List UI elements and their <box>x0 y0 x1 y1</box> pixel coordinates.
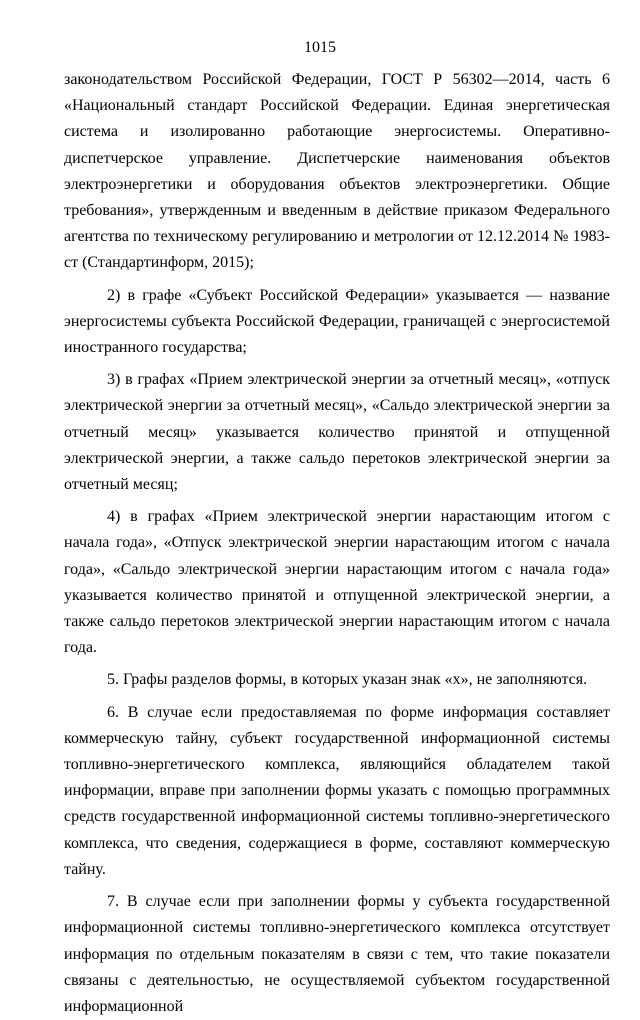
paragraph-6: 6. В случае если предоставляемая по форме информация составляет коммерческую тайну, субъект государственной информационной системы топливно-энергетического комплекса, являющийся обладателем такой информации, вправе при заполнении формы указать с помощью программных средств государственной информационной системы топливно-энергетического комплекса, что сведения, содержащиеся в форме, составляют коммерческую тайну. <box>64 703 610 878</box>
page-number: 1015 <box>304 39 336 56</box>
paragraph-item-2: 2) в графе «Субъект Российской Федерации» указывается — название энергосистемы субъекта Российской Федерации, граничащей с энергосистемой иностранного государства; <box>64 286 610 357</box>
paragraph-item-3: 3) в графах «Прием электрической энергии за отчетный месяц», «отпуск электрической энергии за отчетный месяц», «Сальдо электрической энергии за отчетный месяц» указывается количество принятой и отпущенной электрической энергии, а также сальдо перетоков электрической энергии за отчетный месяц; <box>64 371 610 494</box>
paragraph-item-4: 4) в графах «Прием электрической энергии нарастающим итогом с начала года», «Отпуск электрической энергии нарастающим итогом с начала года», «Сальдо электрической энергии нарастающим итогом с начала года» указывается количество принятой и отпущенной электрической энергии, а также сальдо перетоков электрической энергии нарастающим итогом с начала года. <box>64 508 610 657</box>
paragraph-continuation: законодательством Российской Федерации, ГОСТ Р 56302—2014, часть 6 «Национальный стандарт Российской Федерации. Единая энергетическая система и изолированно работающие энергосистемы. Оперативно-диспетчерское управление. Диспетчерские наименования объектов электроэнергетики и оборудования объектов электроэнергетики. Общие требования», утвержденным и введенным в действие приказом Федерального агентства по техническому регулированию и метрологии от 12.12.2014 № 1983-ст (Стандартинформ, 2015); <box>64 71 610 272</box>
paragraph-7: 7. В случае если при заполнении формы у субъекта государственной информационной системы топливно-энергетического комплекса отсутствует информация по отдельным показателям в связи с тем, что такие показатели связаны с деятельностью, не осуществляемой субъектом государственной информационной <box>64 893 610 1015</box>
paragraph-5: 5. Графы разделов формы, в которых указан знак «х», не заполняются. <box>107 671 588 689</box>
document-body <box>64 67 610 1020</box>
